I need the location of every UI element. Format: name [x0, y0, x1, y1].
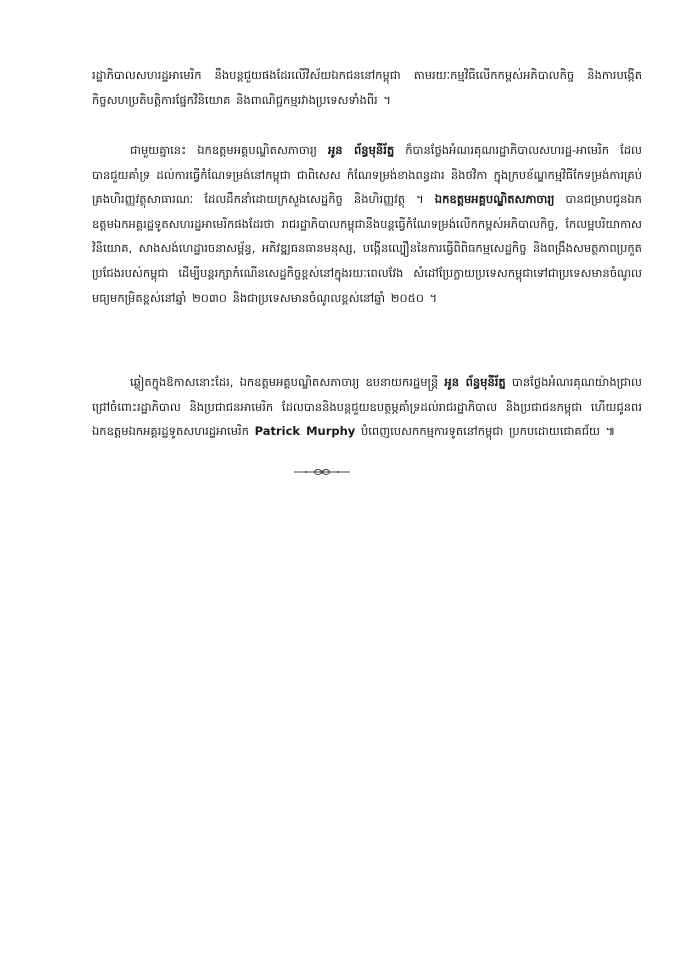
official-title: ឯកឧត្តមអគ្គបណ្ឌិតសភាចារ្យ — [434, 192, 555, 207]
official-name: អូន ព័ន្ធមុនីរ័ត្ន — [327, 143, 395, 157]
paragraph-3-text-a: ឆ្លៀតក្នុងឱកាសនោះដែរ, ឯកឧត្តមអគ្គបណ្ឌិតសភាចារ្យ ឧបនាយករដ្ឋមន្ត្រី — [130, 375, 445, 389]
ambassador-name: Patrick Murphy — [254, 424, 356, 439]
paragraph-1-text: រដ្ឋាភិបាលសហរដ្ឋអាមេរិក នឹងបន្តជួយផងដែរលើវិស័យឯកជននៅកម្ពុជា តាមរយៈកម្មវិធីលើកកម្ពស់អភិបាលកិច្ច និងការបង្កើតកិច្ចសហប្រតិបត្តិការផ្នែកវិនិយោគ និងពាណិជ្ជកម្មរវាងប្រទេសទាំងពីរ ។ — [92, 68, 642, 107]
paragraph-2 — [92, 138, 642, 310]
paragraph-2-text-c: បានជម្រាបជូនឯកឧត្តមឯកអគ្គរដ្ឋទូតសហរដ្ឋអាមេរិកផងដែរថា រាជរដ្ឋាភិបាលកម្ពុជានឹងបន្តធ្វើកំណែទម្រង់លើកកម្ពស់អភិបាលកិច្ច, កែលម្អបរិយាកាសវិនិយោគ, សាងសង់ហេដ្ឋារចនាសម្ព័ន្ធ, អភិវឌ្ឍធនធានមនុស្ស, បង្កើនល្បឿននៃការធ្វើពិពិធកម្មសេដ្ឋកិច្ច និងពង្រឹងសមត្ថភាពប្រកួតប្រជែងរបស់កម្ពុជា ដើម្បីបន្តរក្សាកំណើនសេដ្ឋកិច្ចខ្ពស់នៅក្នុងរយៈពេលវែង សំដៅប្រែក្លាយប្រទេសកម្ពុជាទៅជាប្រទេសមានចំណូលមធ្យមកម្រិតខ្ពស់នៅឆ្នាំ ២០៣០ និងជាប្រទេសមានចំណូលខ្ពស់នៅឆ្នាំ ២០៥០ ។ — [92, 192, 642, 305]
paragraph-3 — [92, 370, 642, 444]
paragraph-2-text-b: ក៏បានថ្លែងអំណរគុណរដ្ឋាភិបាលសហរដ្ឋ-អាមេរិក ដែលបានជួយគាំទ្រ ដល់ការធ្វើកំណែទម្រង់នៅកម្ពុជា ជាពិសេស កំណែទម្រង់ខាងពន្ធដារ និងថវិកា ក្នុងក្របខ័ណ្ឌកម្មវិធីកែទម្រង់ការគ្រប់គ្រងហិរញ្ញវត្ថុសាធារណៈ ដែលដឹកនាំដោយក្រសួងសេដ្ឋកិច្ច និងហិរញ្ញវត្ថុ ។ — [92, 143, 642, 207]
paragraph-1 — [92, 63, 642, 112]
official-name: អូន ព័ន្ធមុនីរ័ត្ន — [444, 375, 506, 389]
paragraph-2-text-a: ជាមួយគ្នានេះ ឯកឧត្តមអគ្គបណ្ឌិតសភាចារ្យ — [130, 143, 328, 157]
ornament-divider-icon — [292, 466, 352, 478]
paragraph-3-text-c: បំពេញបេសកកម្មការទូតនៅកម្ពុជា ប្រកបដោយជោគជ័យ ៕ — [355, 424, 616, 439]
paragraph-3-text-b: បានថ្លែងអំណរគុណយ៉ាងជ្រាលជ្រៅចំពោះរដ្ឋាភិបាល និងប្រជាជនអាមេរិក ដែលបាននិងបន្តជួយឧបត្ថម្ភគាំទ្រដល់រាជរដ្ឋាភិបាល និងប្រជាជនកម្ពុជា ហើយជូនពរឯកឧត្តមឯកអគ្គរដ្ឋទូតសហរដ្ឋអាមេរិក — [92, 375, 642, 439]
